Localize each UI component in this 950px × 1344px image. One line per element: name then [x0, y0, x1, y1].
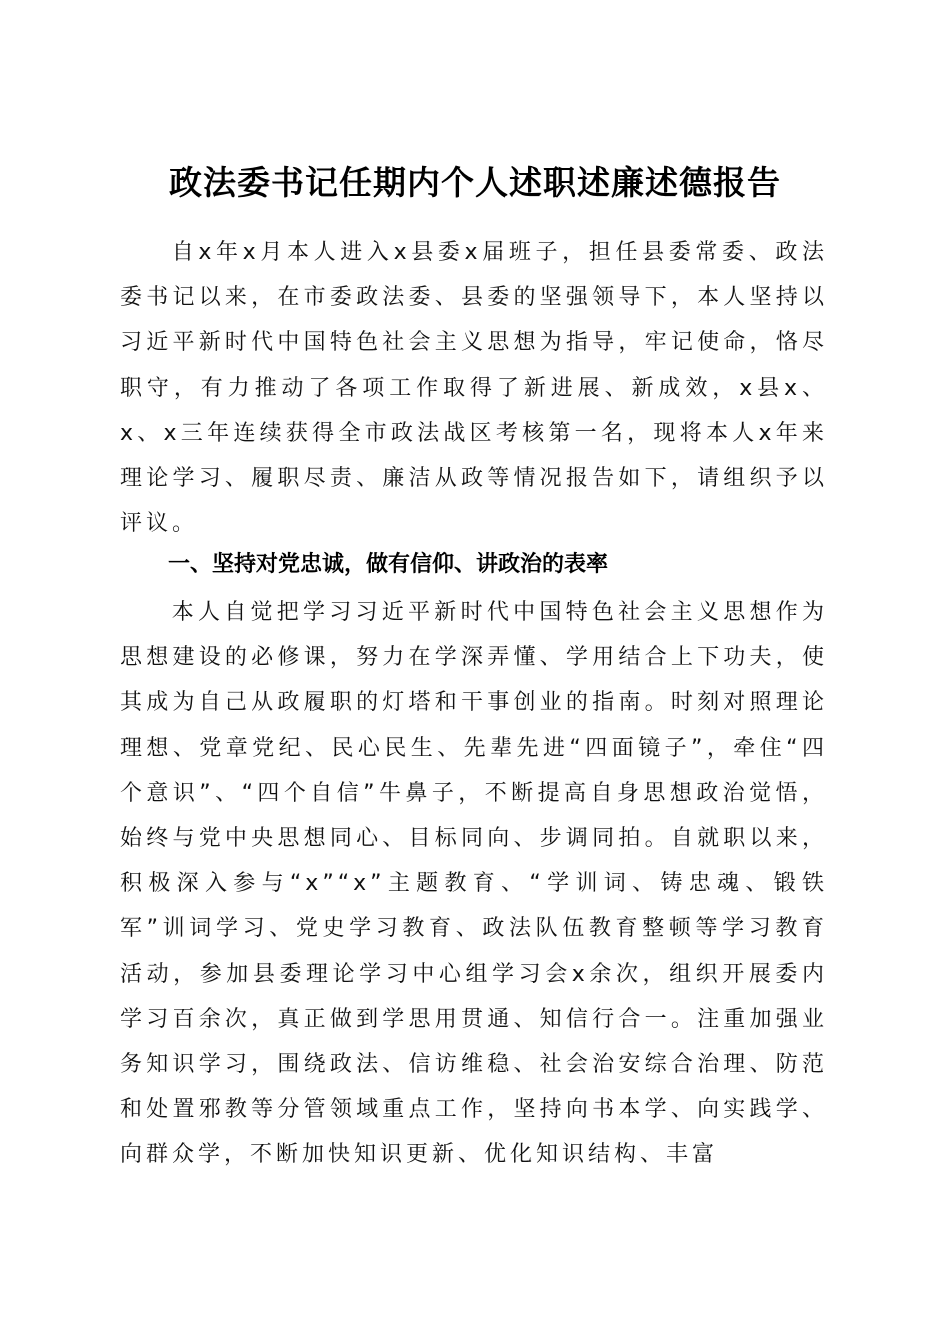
section-1-body [120, 590, 828, 1178]
intro-paragraph: 自x年x月本人进入x县委x届班子，担任县委常委、政法委书记以来，在市委政法委、县委的坚强领导下，本人坚持以习近平新时代中国特色社会主义思想为指导，牢记使命，恪尽职守，有力推动了各项工作取得了新进展、新成效，x县x、x、x三年连续获得全市政法战区考核第一名，现将本人x年来理论学习、履职尽责、廉洁从政等情况报告如下，请组织予以评议。 [120, 240, 828, 537]
document-title: 政法委书记任期内个人述职述廉述德报告 [169, 163, 781, 203]
section-1-paragraph: 本人自觉把学习习近平新时代中国特色社会主义思想作为思想建设的必修课，努力在学深弄懂、学用结合上下功夫，使其成为自己从政履职的灯塔和干事创业的指南。时刻对照理论理想、党章党纪、民心民生、先辈先进“四面镜子”，牵住“四个意识”、“四个自信”牛鼻子，不断提高自身思想政治觉悟，始终与党中央思想同心、目标同向、步调同拍。自就职以来，积极深入参与“x”“x”主题教育、“学训词、铸忠魂、锻铁军”训词学习、党史学习教育、政法队伍教育整顿等学习教育活动，参加县委理论学习中心组学习会x余次，组织开展委内学习百余次，真正做到学思用贯通、知信行合一。注重加强业务知识学习，围绕政法、信访维稳、社会治安综合治理、防范和处置邪教等分管领域重点工作，坚持向书本学、向实践学、向群众学，不断加快知识更新、优化知识结构、丰富 [120, 600, 828, 1168]
intro-section [120, 230, 828, 546]
section-heading-1: 一、坚持对党忠诚，做有信仰、讲政治的表率 [168, 552, 609, 577]
